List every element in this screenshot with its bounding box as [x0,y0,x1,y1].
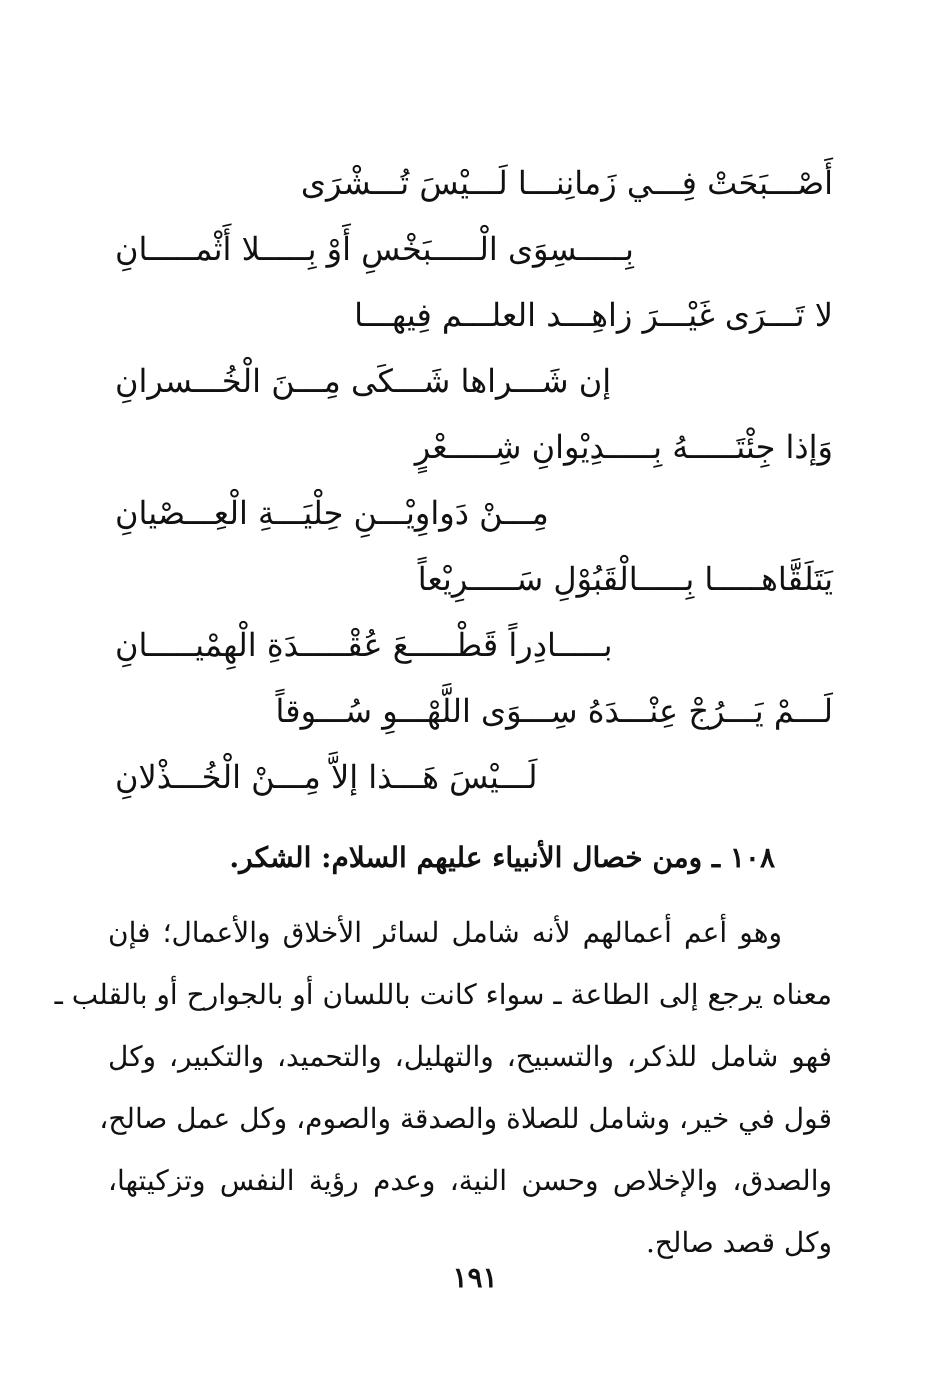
poem-verse-5: وَإذا جِئْتَـــــهُ بِـــــدِيْوانِ شِـــــعْرٍ [414,428,833,466]
section-heading: ١٠٨ ـ ومن خصال الأنبياء عليهم السلام: الشكر. [229,841,775,874]
poem [95,150,835,810]
poem-verse-8: بـــــادِراً قَطْـــــعَ عُقْـــــدَةِ الْهِمْيـــــانِ [115,626,613,664]
paragraph-line-6: وكل قصد صالح. [645,1226,832,1259]
poem-verse-9: لَـــمْ يَـــرُجْ عِنْـــدَهُ سِـــوَى اللَّهْـــوِ سُـــوقاً [275,692,833,730]
poem-verse-3: لا تَـــرَى غَيْـــرَ زاهِـــد العلـــم فِيهـــا [354,296,833,334]
paragraph-line-3: فهو شامل للذكر، والتسبيح، والتهليل، والتحميد، والتكبير، وكل [108,1040,832,1073]
poem-verse-6: مِـــنْ دَواوِيْـــنِ حِلْيَـــةِ الْعِـــصْيانِ [115,494,549,532]
paragraph-line-5: والصدق، والإخلاص وحسن النية، وعدم رؤية النفس وتزكيتها، [108,1164,832,1197]
paragraph-line-2: معناه يرجع إلى الطاعة ـ سواء كانت باللسان أو بالجوارح أو بالقلب ـ [54,978,832,1011]
poem-verse-1: أَصْـــبَحَتْ فِـــي زَمانِنـــا لَـــيْسَ تُـــشْرَى [300,164,833,202]
paragraph-line-4: قول في خير، وشامل للصلاة والصدقة والصوم، وكل عمل صالح، [99,1102,832,1135]
paragraph-line-1: وهو أعم أعمالهم لأنه شامل لسائر الأخلاق والأعمال؛ فإن [108,916,782,949]
poem-verse-4: إن شَـــراها شَـــكَى مِـــنَ الْخُـــسرانِ [115,362,612,400]
poem-verse-10: لَـــيْسَ هَـــذا إلاَّ مِـــنْ الْخُـــذْلانِ [115,758,538,796]
poem-verse-2: بِـــــسِوَى الْـــــبَخْسِ أَوْ بِـــــلا أَثْمـــــانِ [115,230,634,268]
page-number: ١٩١ [452,1261,498,1294]
section-paragraph [54,902,832,1274]
poem-verse-7: يَتَلَقَّاهـــــا بِـــــالْقَبُوْلِ سَـــــرِيْعاً [417,560,833,598]
